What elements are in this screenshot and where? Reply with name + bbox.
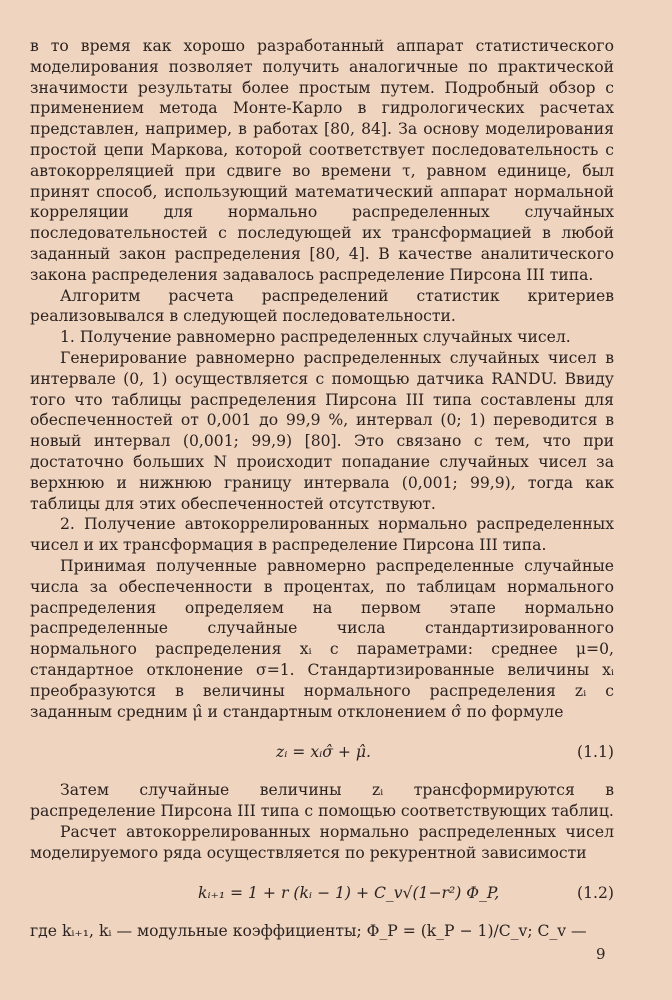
paragraph-step-2-heading: 2. Получение автокоррелированных нормально распределенных чисел и их трансформация в распределение Пирсона III типа.: [30, 515, 614, 555]
page-number: 9: [596, 945, 606, 963]
paragraph-step-1-text: Генерирование равномерно распределенных случайных чисел в интервале (0, 1) осуществляется с помощью датчика RANDU. Ввиду того что таблицы распределения Пирсона III типа составлены для обеспеченностей от 0,001 до 99,9 %, интервал (0; 1) переводится в новый интервал (0,001; 99,9) [80]. Это связано с тем, что при достаточно больших N происходит попадание случайных чисел за верхнюю и нижнюю границу интервала (0,001; 99,9), тогда как таблицы для этих обеспеченностей отсутствуют.: [30, 348, 614, 513]
formula-1-2: [30, 873, 614, 917]
paragraph-step-2-text: Принимая полученные равномерно распределенные случайные числа за обеспеченности в процентах, по таблицам нормального распределения определяем на первом этапе нормально распределенные случайные числа стандартизированного нормального распределения xᵢ с параметрами: среднее μ=0, стандартное отклонение σ=1. Стандартизированные величины xᵢ преобразуются в величины нормального распределения zᵢ с заданным средним μ̂ и стандартным отклонением σ̂ по формуле: [30, 556, 614, 721]
paragraph-definitions: где kᵢ₊₁, kᵢ — модульные коэффициенты; Φ_P = (k_P − 1)/C_v; C_v —: [30, 922, 587, 941]
formula-1-2-number: (1.2): [577, 884, 614, 903]
formula-1-1-expression: zᵢ = xᵢσ̂ + μ̂.: [276, 743, 371, 762]
paragraph-algorithm: Алгоритм расчета распределений статистик критериев реализовывался в следующей последовательности.: [30, 286, 614, 326]
paragraph-intro: в то время как хорошо разработанный аппарат статистического моделирования позволяет получить аналогичные по практической значимости результаты более простым путем. Подробный обзор с применением метода Монте-Карло в гидрологических расчетах представлен, например, в работах [80, 84]. За основу моделирования простой цепи Маркова, которой соответствует последовательность с автокорреляцией при сдвиге во времени τ, равном единице, был принят способ, использующий математический аппарат нормальной корреляции для нормально распределенных случайных последовательностей с последующей их трансформацией в любой заданный закон распределения [80, 4]. В качестве аналитического закона распределения задавалось распределение Пирсона III типа.: [30, 37, 614, 284]
formula-1-2-expression: kᵢ₊₁ = 1 + r (kᵢ − 1) + C_v√(1−r²) Φ_P,: [198, 884, 500, 903]
paragraph-step-1-heading: 1. Получение равномерно распределенных случайных чисел.: [60, 328, 571, 347]
paragraph-recurrence: Расчет автокоррелированных нормально распределенных чисел моделируемого ряда осуществляется по рекурентной зависимости: [30, 822, 614, 862]
formula-1-1: [30, 732, 614, 776]
paragraph-transform: Затем случайные величины zᵢ трансформируются в распределение Пирсона III типа с помощью соответствующих таблиц.: [30, 781, 614, 821]
page-body: [30, 36, 614, 942]
formula-1-1-number: (1.1): [577, 743, 614, 762]
